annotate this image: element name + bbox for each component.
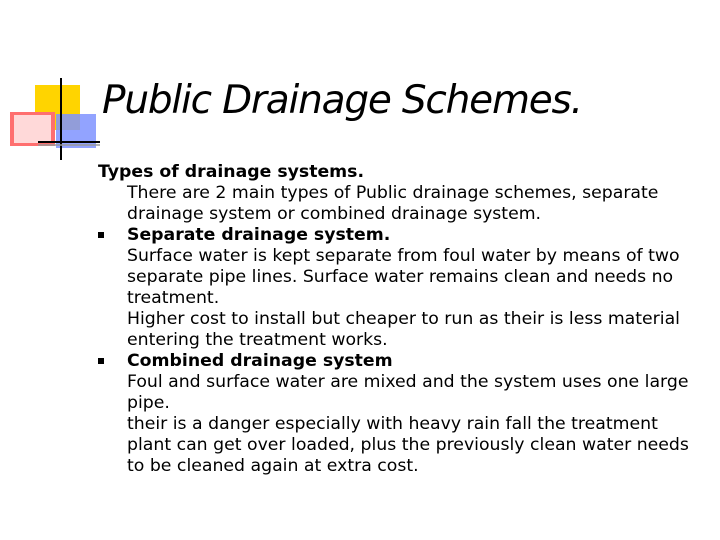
bullet-line: to be cleaned again at extra cost. [127, 456, 419, 476]
bullet-line: entering the treatment works. [127, 330, 388, 350]
bullet-item-separate [98, 225, 708, 351]
bullet-line: their is a danger especially with heavy rain fall the treatment [127, 414, 658, 434]
bullet-line: plant can get over loaded, plus the previously clean water needs [127, 435, 689, 455]
bullet-line: pipe. [127, 393, 170, 413]
bullet-line: Higher cost to install but cheaper to run as their is less material [127, 309, 680, 329]
white-square [14, 115, 51, 143]
decorative-logo [0, 0, 100, 170]
slide-title: Public Drainage Schemes. [102, 78, 582, 123]
bullet-line: Foul and surface water are mixed and the system uses one large [127, 372, 689, 392]
bullet-item-combined [98, 351, 708, 477]
bullet-line: separate pipe lines. Surface water remains clean and needs no [127, 267, 674, 287]
intro-line: There are 2 main types of Public drainage schemes, separate [127, 183, 659, 203]
bullet-line: Surface water is kept separate from foul water by means of two [127, 246, 680, 266]
section-heading: Types of drainage systems. [98, 162, 365, 182]
bullet-line: treatment. [127, 288, 220, 308]
bullet-title: Combined drainage system [127, 351, 393, 371]
bullet-icon [98, 358, 104, 364]
intro-line: drainage system or combined drainage system. [127, 204, 542, 224]
slide-content [98, 162, 708, 477]
bullet-icon [98, 232, 104, 238]
bullet-title: Separate drainage system. [127, 225, 391, 245]
